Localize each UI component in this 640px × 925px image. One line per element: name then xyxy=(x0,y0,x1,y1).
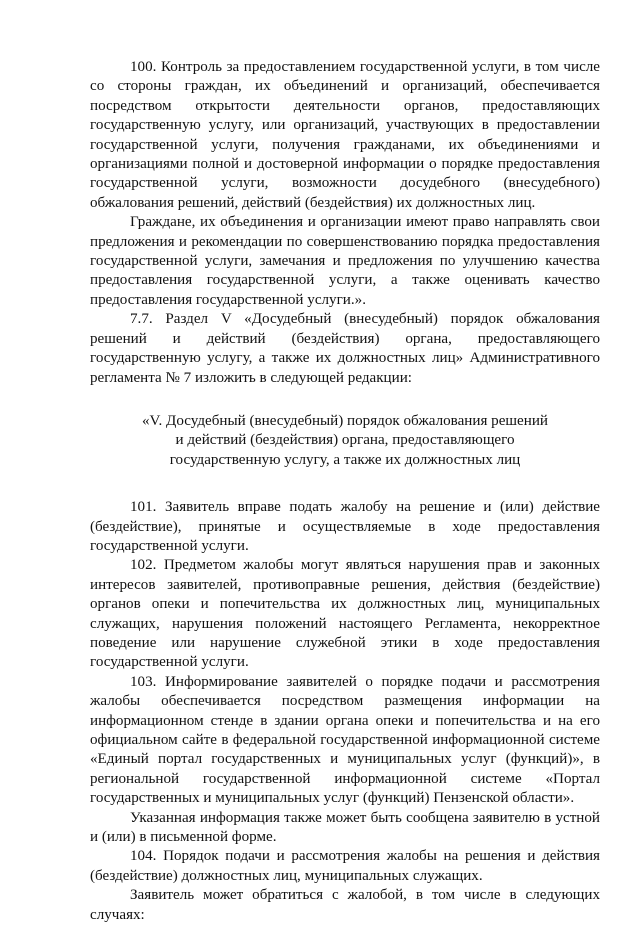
section-heading-line-2: и действий (бездействия) органа, предоставляющего xyxy=(175,432,515,449)
paragraph-applicant-cases: Заявитель может обратиться с жалобой, в том числе в следующих случаях: xyxy=(90,887,600,923)
section-heading-line-1: «V. Досудебный (внесудебный) порядок обжалования решений xyxy=(142,412,548,429)
paragraph-info-oral-written: Указанная информация также может быть сообщена заявителю в устной и (или) в письменной форме. xyxy=(90,809,600,846)
paragraph-103: 103. Информирование заявителей о порядке подачи и рассмотрения жалобы обеспечивается посредством размещения информации на информационном стенде в здании органа опеки и попечительства и на его официальном сайте в федеральной государственной информационной системе «Единый портал государственных и муниципальных услуг (функций)», в региональной государственной информационной системе «Портал государственных и муниципальных услуг (функций) Пензенской области». xyxy=(90,673,600,807)
paragraph-7-7: 7.7. Раздел V «Досудебный (внесудебный) порядок обжалования решений и действий (бездействия) органа, предоставляющего государственную услугу, а также их должностных лиц» Административного регламента № 7 изложить в следующей редакции: xyxy=(90,311,600,386)
section-heading-line-3: государственную услугу, а также их должностных лиц xyxy=(169,451,521,468)
paragraph-citizens-rights: Граждане, их объединения и организации имеют право направлять свои предложения и рекомендации по совершенствованию порядка предоставления государственной услуги, замечания и предложения по улучшению качества предоставления государственной услуги, а также оценивать качество предоставления государственной услуги.». xyxy=(90,214,600,308)
paragraph-101: 101. Заявитель вправе подать жалобу на решение и (или) действие (бездействие), принятые и осуществляемые в ходе предоставления государственной услуги. xyxy=(90,499,600,554)
paragraph-102: 102. Предметом жалобы могут являться нарушения прав и законных интересов заявителей, противоправные решения, действия (бездействие) органов опеки и попечительства их должностных лиц, муниципальных служащих, нарушения положений настоящего Регламента, некорректное поведение или нарушение служебной этики в ходе предоставления государственной услуги. xyxy=(90,557,600,671)
section-heading xyxy=(90,412,600,470)
paragraph-104: 104. Порядок подачи и рассмотрения жалобы на решения и действия (бездействие) должностных лиц, муниципальных служащих. xyxy=(90,848,600,884)
paragraph-100: 100. Контроль за предоставлением государственной услуги, в том числе со стороны граждан, их объединений и организаций, обеспечивается посредством открытости деятельности органов, предоставляющих государственную услугу, или организаций, участвующих в предоставлении государственной услуги, получения гражданами, их объединениями и организациями полной и достоверной информации о порядке предоставления государственной услуги, возможности досудебного (внесудебного) обжалования решений, действий (бездействия) их должностных лиц. xyxy=(90,59,600,211)
